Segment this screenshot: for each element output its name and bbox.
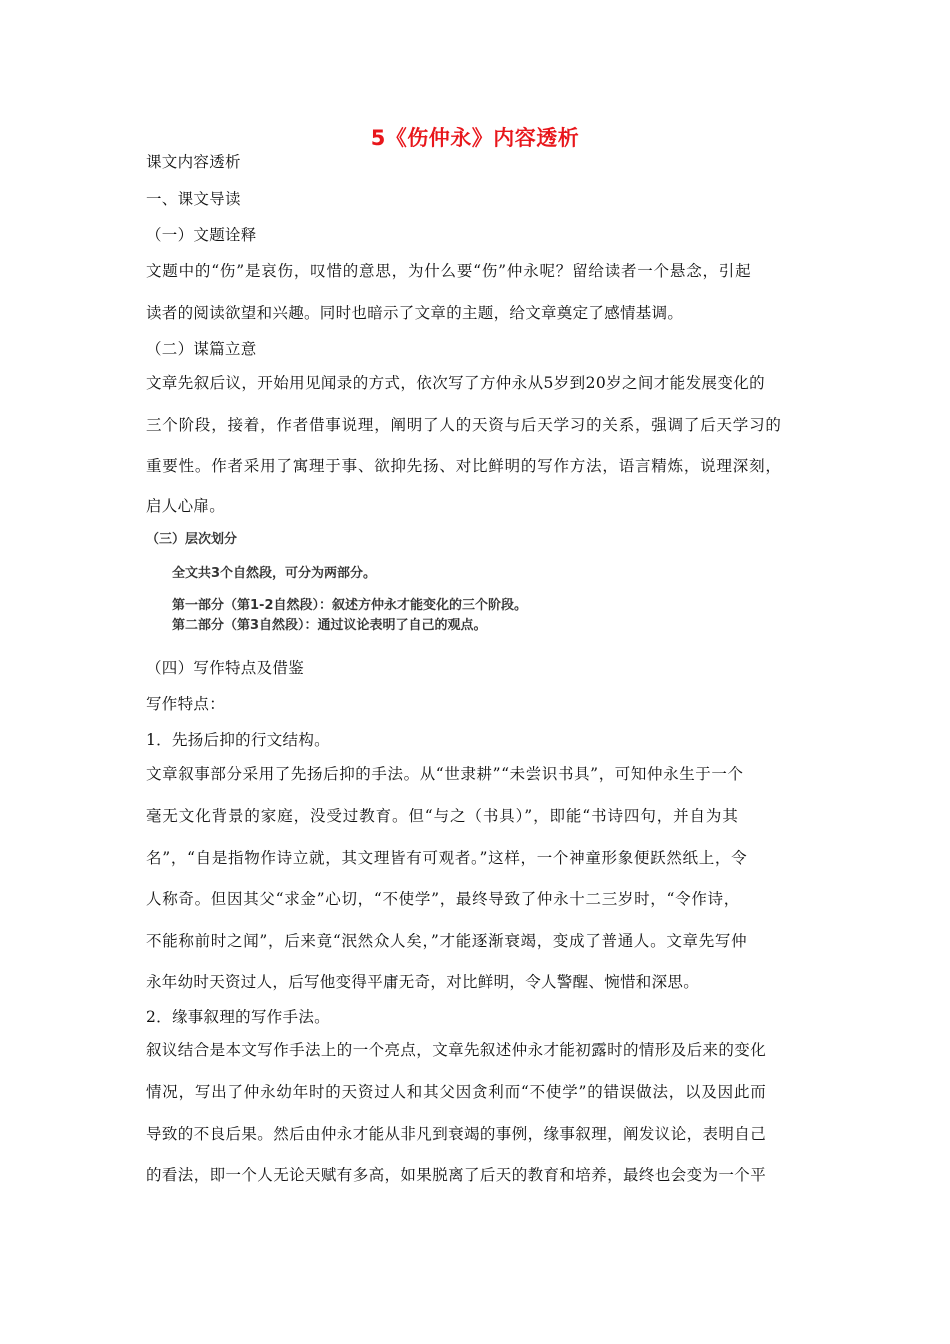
division-intro: 全文共3个自然段，可分为两部分。 xyxy=(172,566,377,581)
section-label: 课文内容透析 xyxy=(146,153,241,171)
point-2-title: 2．缘事叙理的写作手法。 xyxy=(146,1008,330,1026)
layer-division-image xyxy=(146,528,566,638)
point-1-title: 1．先扬后抑的行文结构。 xyxy=(146,731,330,749)
paragraph-line: 文章先叙后议，开始用见闻录的方式，依次写了方仲永从5岁到20岁之间才能发展变化的 xyxy=(146,374,766,392)
paragraph-line: 启人心扉。 xyxy=(146,497,226,515)
paragraph-line: 叙议结合是本文写作手法上的一个亮点，文章先叙述仲永才能初露时的情形及后来的变化 xyxy=(146,1041,767,1059)
paragraph-line: 三个阶段，接着，作者借事说理，阐明了人的天资与后天学习的关系，强调了后天学习的 xyxy=(146,416,782,434)
heading-1: 一、课文导读 xyxy=(146,190,241,208)
paragraph-line: 人称奇。但因其父“求金”心切，“不使学”，最终导致了仲永十二三岁时，“令作诗， xyxy=(146,890,740,908)
subheading-features: 写作特点： xyxy=(146,695,226,713)
paragraph-line: 重要性。作者采用了寓理于事、欲抑先扬、对比鲜明的写作方法，语言精炼，说理深刻， xyxy=(146,457,782,475)
paragraph-line: 读者的阅读欲望和兴趣。同时也暗示了文章的主题，给文章奠定了感情基调。 xyxy=(146,304,684,322)
page-title: 5《伤仲永》内容透析 xyxy=(370,126,580,150)
paragraph-line: 情况，写出了仲永幼年时的天资过人和其父因贪利而“不使学”的错误做法，以及因此而 xyxy=(146,1083,767,1101)
paragraph-line: 毫无文化背景的家庭，没受过教育。但“与之（书具）”，即能“书诗四句，并自为其 xyxy=(146,807,739,825)
paragraph-line: 文章叙事部分采用了先扬后抑的手法。从“世隶耕”“未尝识书具”，可知仲永生于一个 xyxy=(146,765,744,783)
paragraph-line: 导致的不良后果。然后由仲永才能从非凡到衰竭的事例，缘事叙理，阐发议论，表明自己 xyxy=(146,1125,767,1143)
paragraph-line: 名”，“自是指物作诗立就，其文理皆有可观者。”这样，一个神童形象便跃然纸上，令 xyxy=(146,849,748,867)
division-part-1: 第一部分（第1-2自然段）：叙述方仲永才能变化的三个阶段。 xyxy=(172,598,527,613)
paragraph-line: 不能称前时之闻”，后来竟“泯然众人矣，”才能逐渐衰竭，变成了普通人。文章先写仲 xyxy=(146,932,748,950)
paragraph-line: 文题中的“伤”是哀伤，叹惜的意思，为什么要“伤”仲永呢？留给读者一个悬念，引起 xyxy=(146,262,752,280)
paragraph-line: 永年幼时天资过人，后写他变得平庸无奇，对比鲜明，令人警醒、惋惜和深思。 xyxy=(146,973,700,991)
paragraph-line: 的看法，即一个人无论天赋有多高，如果脱离了后天的教育和培养，最终也会变为一个平 xyxy=(146,1166,767,1184)
division-part-2: 第二部分（第3自然段）：通过议论表明了自己的观点。 xyxy=(172,618,487,633)
heading-writing-features: （四）写作特点及借鉴 xyxy=(146,659,305,677)
heading-structure-intent: （二）谋篇立意 xyxy=(146,340,257,358)
heading-layer-division: （三）层次划分 xyxy=(146,532,238,547)
heading-title-explanation: （一）文题诠释 xyxy=(146,226,257,244)
